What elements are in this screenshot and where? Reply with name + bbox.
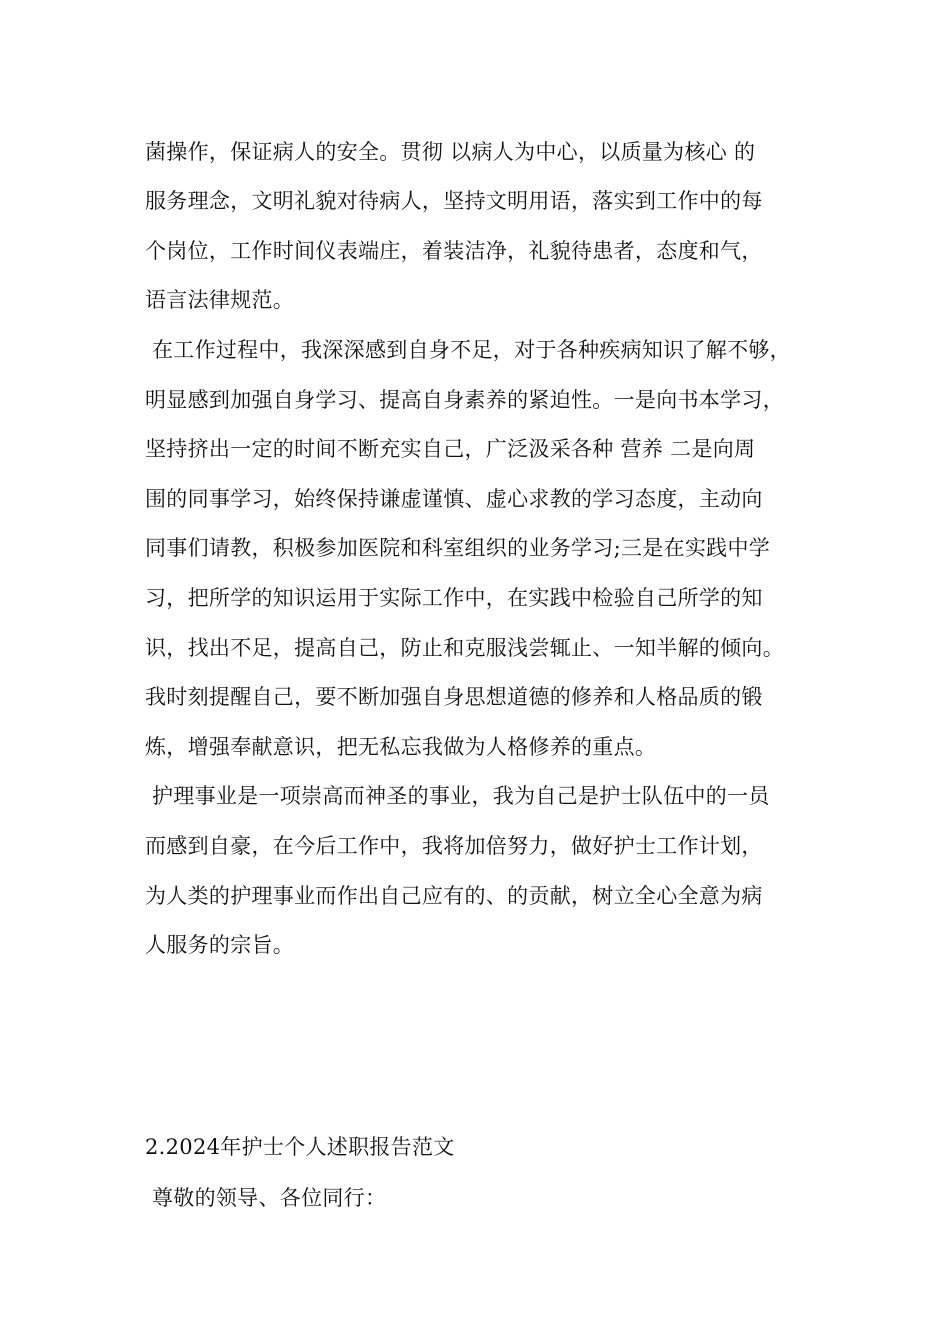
- paragraph-line: 识，找出不足，提高自己，防止和克服浅尝辄止、一知半解的倾向。: [145, 636, 784, 660]
- paragraph-line: 菌操作，保证病人的安全。贯彻 以病人为中心，以质量为核心 的: [145, 140, 756, 164]
- paragraph-line: 习，把所学的知识运用于实际工作中，在实践中检验自己所学的知: [145, 586, 763, 610]
- paragraph-line: 围的同事学习，始终保持谦虚谨慎、虚心求教的学习态度，主动向: [145, 487, 763, 511]
- paragraph-line: 人服务的宗旨。: [145, 933, 295, 957]
- paragraph-line: 为人类的护理事业而作出自己应有的、的贡献，树立全心全意为病: [145, 884, 763, 908]
- paragraph-line: 我时刻提醒自己，要不断加强自身思想道德的修养和人格品质的锻: [145, 685, 763, 709]
- paragraph-line: 而感到自豪，在今后工作中，我将加倍努力，做好护士工作计划，: [145, 834, 763, 858]
- paragraph-line: 坚持挤出一定的时间不断充实自己，广泛汲采各种 营养 二是向周: [145, 437, 756, 461]
- paragraph-line: 明显感到加强自身学习、提高自身素养的紧迫性。一是向书本学习，: [145, 388, 784, 412]
- paragraph-line: 语言法律规范。: [145, 288, 295, 312]
- section-heading: 2.2024年护士个人述职报告范文: [145, 1135, 455, 1159]
- paragraph-line: 护理事业是一项崇高而神圣的事业，我为自己是护士队伍中的一员: [145, 784, 770, 808]
- paragraph-line: 在工作过程中，我深深感到自身不足，对于各种疾病知识了解不够，: [145, 338, 791, 362]
- paragraph-line: 服务理念，文明礼貌对待病人，坚持文明用语，落实到工作中的每: [145, 189, 763, 213]
- salutation: 尊敬的领导、各位同行：: [145, 1186, 387, 1210]
- paragraph-line: 个岗位，工作时间仪表端庄，着装洁净，礼貌待患者，态度和气，: [145, 239, 763, 263]
- paragraph-line: 同事们请教，积极参加医院和科室组织的业务学习;三是在实践中学: [145, 536, 771, 560]
- paragraph-line: 炼，增强奉献意识，把无私忘我做为人格修养的重点。: [145, 735, 657, 759]
